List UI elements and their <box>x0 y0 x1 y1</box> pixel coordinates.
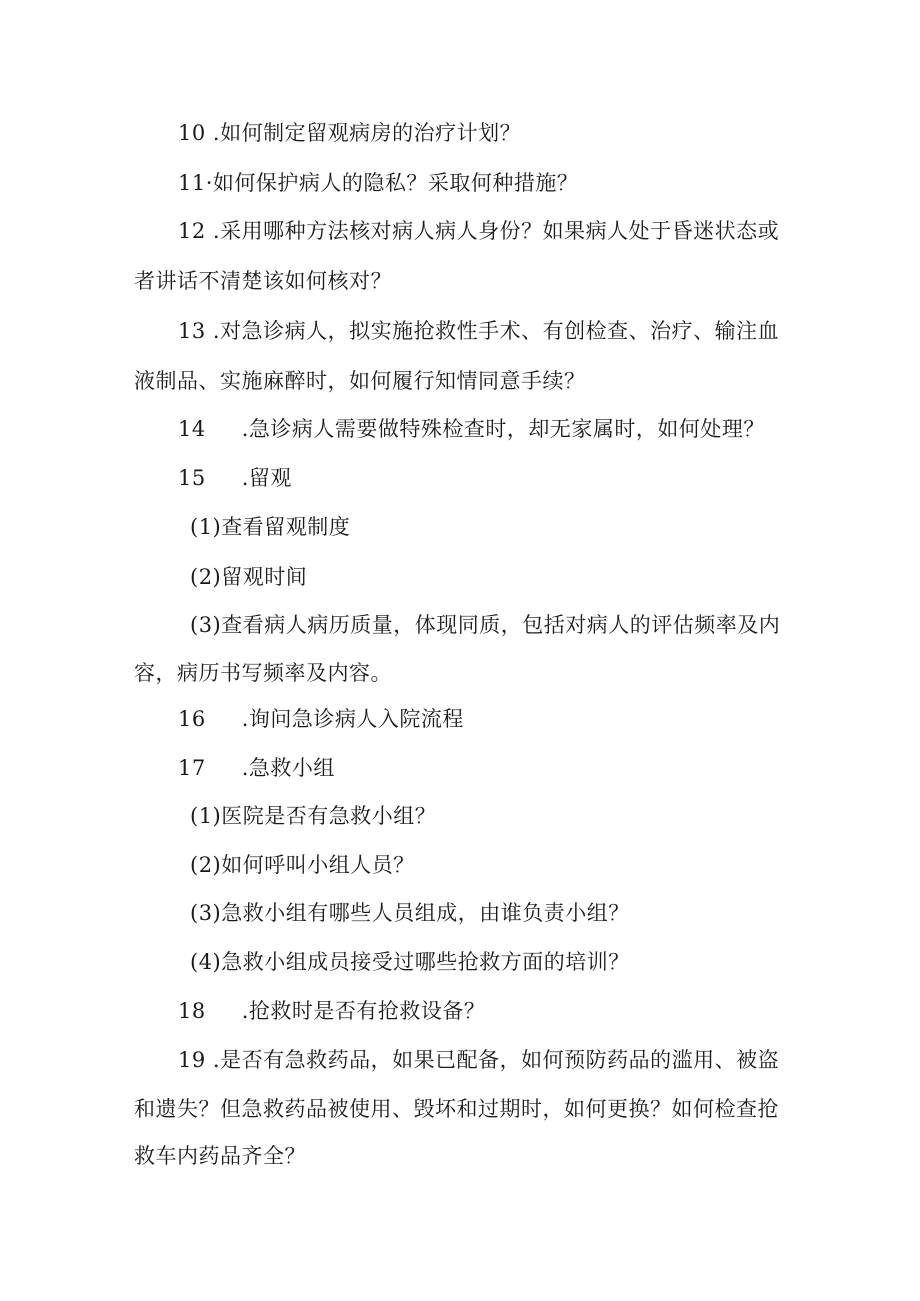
question-15-number: 15 <box>178 466 206 490</box>
question-15 <box>178 465 292 491</box>
question-14-text: .急诊病人需要做特殊检查时，却无家属时，如何处理？ <box>241 417 765 441</box>
question-15-sub-1: (1)查看留观制度 <box>190 515 351 539</box>
question-10: 10 .如何制定留观病房的治疗计划？ <box>178 121 522 145</box>
question-11: 11·如何保护病人的隐私？采取何种措施？ <box>178 171 579 195</box>
question-12-line-2: 者讲话不清楚该如何核对？ <box>134 269 392 293</box>
question-17-sub-2: (2)如何呼叫小组人员？ <box>190 853 415 877</box>
question-13-line-2: 液制品、实施麻醉时，如何履行知情同意手续？ <box>134 369 586 393</box>
question-12-line-1: 12 .采用哪种方法核对病人病人身份？如果病人处于昏迷状态或 <box>178 219 780 243</box>
question-18-text: .抢救时是否有抢救设备？ <box>241 999 486 1023</box>
question-15-sub-3-line-2: 容，病历书写频率及内容。 <box>134 661 392 685</box>
question-19-line-2: 和遗失？但急救药品被使用、毁坏和过期时，如何更换？如何检查抢 <box>134 1097 779 1121</box>
question-18-number: 18 <box>178 999 206 1023</box>
question-13-line-1: 13 .对急诊病人，拟实施抢救性手术、有创检查、治疗、输注血 <box>178 319 780 343</box>
question-18 <box>178 998 485 1024</box>
question-17 <box>178 755 335 781</box>
question-17-text: .急救小组 <box>241 756 335 780</box>
question-19-line-3: 救车内药品齐全？ <box>134 1144 306 1168</box>
question-17-number: 17 <box>178 756 206 780</box>
question-15-sub-3-line-1: (3)查看病人病历质量，体现同质，包括对病人的评估频率及内 <box>190 613 781 637</box>
question-16-text: .询问急诊病人入院流程 <box>241 707 464 731</box>
question-15-text: .留观 <box>241 466 292 490</box>
question-19-line-1: 19 .是否有急救药品，如果已配备，如何预防药品的滥用、被盗 <box>178 1048 780 1072</box>
question-15-sub-2: (2)留观时间 <box>190 565 308 589</box>
question-14 <box>178 416 765 442</box>
question-16 <box>178 706 464 732</box>
question-17-sub-1: (1)医院是否有急救小组？ <box>190 804 437 828</box>
question-14-number: 14 <box>178 417 206 441</box>
question-16-number: 16 <box>178 707 206 731</box>
question-17-sub-3: (3)急救小组有哪些人员组成，由谁负责小组？ <box>190 901 630 925</box>
question-17-sub-4: (4)急救小组成员接受过哪些抢救方面的培训？ <box>190 950 630 974</box>
